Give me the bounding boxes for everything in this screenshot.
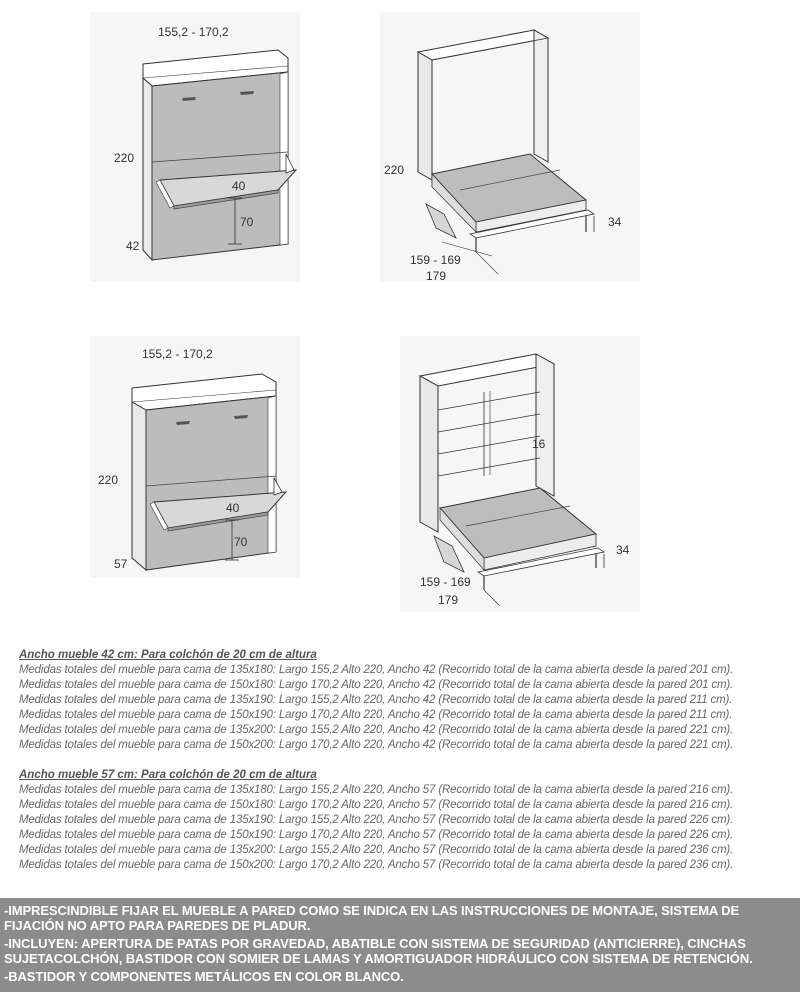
spec-line: Medidas totales del mueble para cama de 135x190: Largo 155,2 Alto 220, Ancho 57 (Recorrido total de la cama abierta desde la pared 226 cm).: [19, 814, 734, 826]
dim-height: 220: [384, 163, 405, 177]
spec-line: Medidas totales del mueble para cama de 150x200: Largo 170,2 Alto 220, Ancho 42 (Recorrido total de la cama abierta desde la pared 221 cm).: [19, 739, 734, 751]
spec-line: Medidas totales del mueble para cama de 150x180: Largo 170,2 Alto 220, Ancho 57 (Recorrido total de la cama abierta desde la pared 216 cm).: [19, 799, 734, 811]
diagram-open-57: [400, 336, 640, 612]
dim-shelf: 16: [532, 437, 546, 451]
note-color: -BASTIDOR Y COMPONENTES METÁLICOS EN COLOR BLANCO.: [4, 969, 404, 984]
dim-total: 179: [426, 269, 447, 282]
spec-heading: Ancho mueble 42 cm: Para colchón de 20 cm de altura: [19, 649, 317, 661]
dim-height: 220: [98, 473, 119, 487]
dim-desk: 40: [226, 501, 240, 515]
dim-desk-height: 70: [240, 215, 254, 229]
dim-length: 159 - 169: [420, 575, 471, 589]
note-wall-fixing: -IMPRESCINDIBLE FIJAR EL MUEBLE A PARED COMO SE INDICA EN LAS INSTRUCCIONES DE MONTAJE, SISTEMA DE FIJACIÓN NO APTO PARA PAREDES DE PLADUR.: [4, 903, 740, 933]
diagram-open-42: [380, 12, 640, 282]
dim-height: 220: [114, 151, 135, 165]
dim-total: 179: [438, 593, 459, 607]
dim-length: 159 - 169: [410, 253, 461, 267]
spec-block-42: [19, 648, 789, 753]
dim-desk-height: 70: [234, 535, 248, 549]
dim-depth: 42: [126, 239, 140, 253]
spec-line: Medidas totales del mueble para cama de 150x180: Largo 170,2 Alto 220, Ancho 42 (Recorrido total de la cama abierta desde la pared 201 cm).: [19, 679, 734, 691]
spec-line: Medidas totales del mueble para cama de 150x190: Largo 170,2 Alto 220, Ancho 42 (Recorrido total de la cama abierta desde la pared 211 cm).: [19, 709, 733, 721]
dim-leg-height: 34: [608, 215, 622, 229]
spec-block-57: [19, 768, 789, 873]
dim-leg-height: 34: [616, 543, 630, 557]
dim-width: 155,2 - 170,2: [142, 347, 213, 361]
spec-line: Medidas totales del mueble para cama de 135x190: Largo 155,2 Alto 220, Ancho 42 (Recorrido total de la cama abierta desde la pared 211 cm).: [19, 694, 733, 706]
dim-width: 155,2 - 170,2: [158, 25, 229, 39]
dim-depth: 57: [114, 557, 128, 571]
diagram-front-42: [90, 12, 300, 282]
spec-line: Medidas totales del mueble para cama de 150x190: Largo 170,2 Alto 220, Ancho 57 (Recorrido total de la cama abierta desde la pared 226 cm).: [19, 829, 734, 841]
spec-line: Medidas totales del mueble para cama de 135x200: Largo 155,2 Alto 220, Ancho 42 (Recorrido total de la cama abierta desde la pared 221 cm).: [19, 724, 734, 736]
spec-line: Medidas totales del mueble para cama de 150x200: Largo 170,2 Alto 220, Ancho 57 (Recorrido total de la cama abierta desde la pared 236 cm).: [19, 859, 734, 871]
specifications: [19, 648, 789, 888]
spec-line: Medidas totales del mueble para cama de 135x180: Largo 155,2 Alto 220, Ancho 42 (Recorrido total de la cama abierta desde la pared 201 cm).: [19, 664, 734, 676]
spec-heading: Ancho mueble 57 cm: Para colchón de 20 cm de altura: [19, 769, 317, 781]
spec-line: Medidas totales del mueble para cama de 135x180: Largo 155,2 Alto 220, Ancho 57 (Recorrido total de la cama abierta desde la pared 216 cm).: [19, 784, 734, 796]
notes-banner: [0, 898, 800, 992]
dim-desk: 40: [232, 179, 246, 193]
diagram-front-57: [90, 336, 300, 578]
note-includes: -INCLUYEN: APERTURA DE PATAS POR GRAVEDAD, ABATIBLE CON SISTEMA DE SEGURIDAD (ANTICIERRE), CINCHAS SUJETACOLCHÓN, BASTIDOR CON SOMIER DE LAMAS Y AMORTIGUADOR HIDRÁULICO CON SISTEMA DE RETENCIÓN.: [4, 936, 753, 966]
spec-line: Medidas totales del mueble para cama de 135x200: Largo 155,2 Alto 220, Ancho 57 (Recorrido total de la cama abierta desde la pared 236 cm).: [19, 844, 734, 856]
